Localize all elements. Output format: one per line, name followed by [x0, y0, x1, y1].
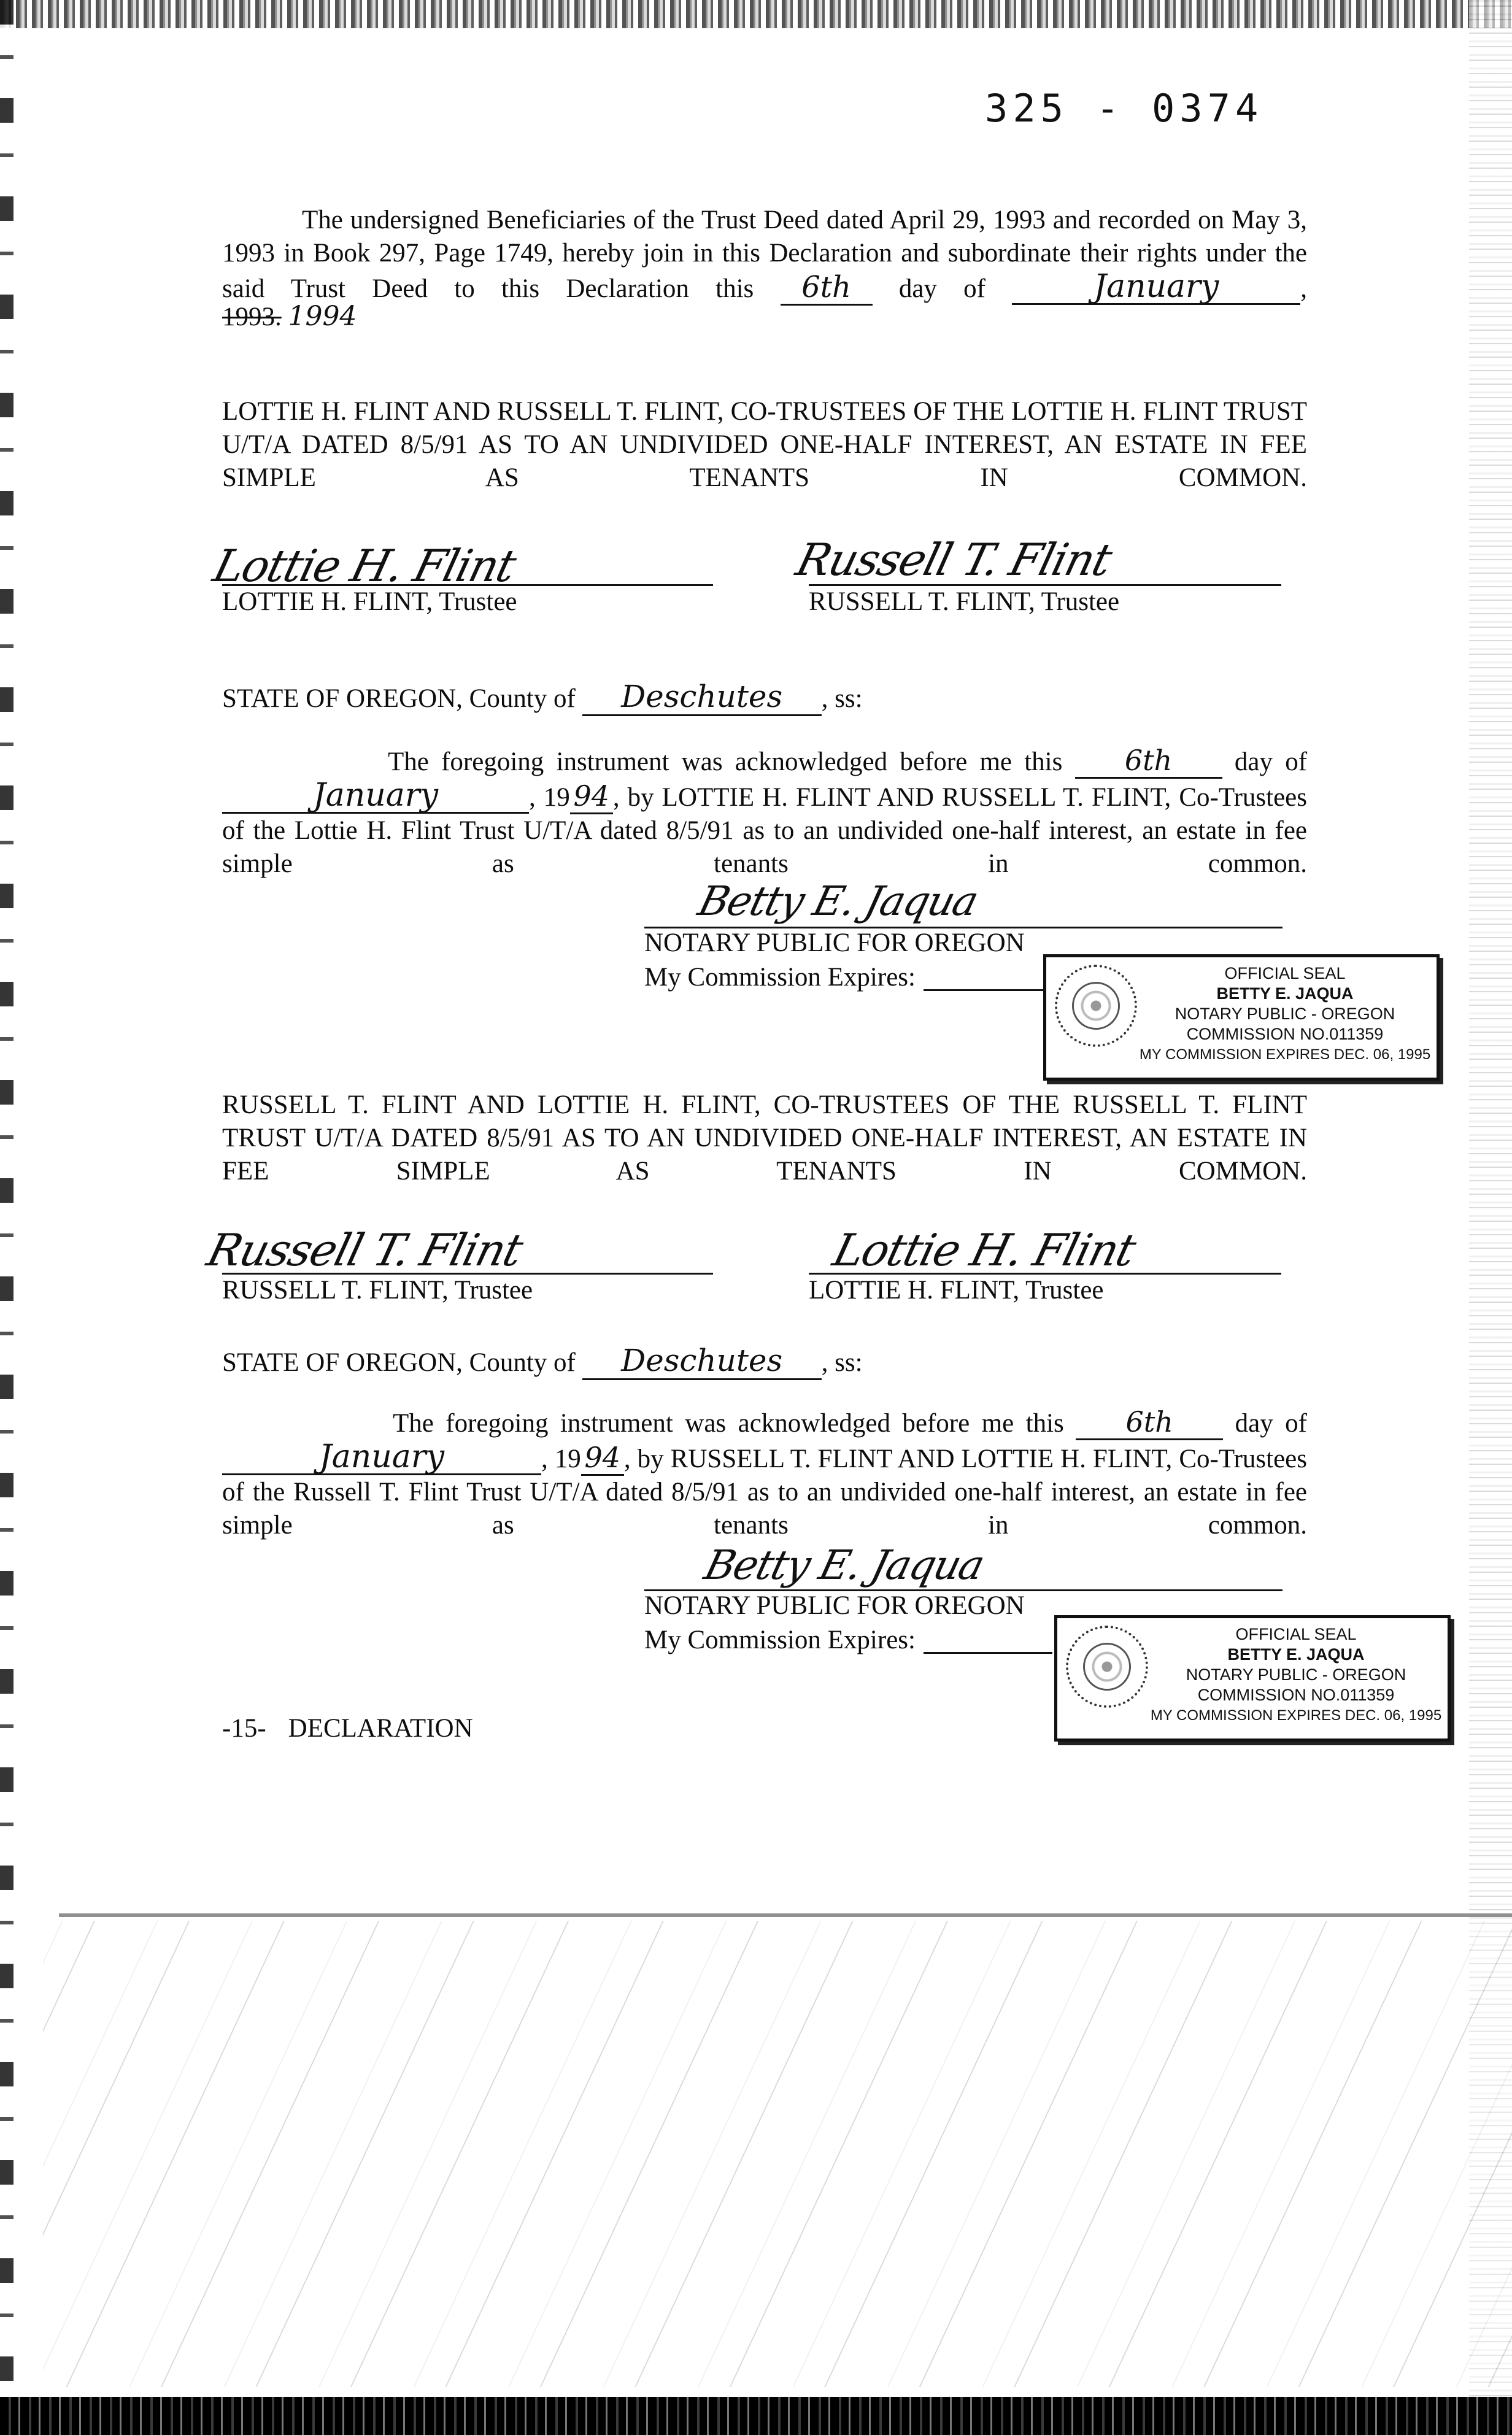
seal1-line2: BETTY E. JAQUA [1216, 984, 1354, 1003]
seal2-line4: COMMISSION NO.011359 [1197, 1686, 1395, 1704]
page-edge [59, 1913, 1512, 1917]
block1-commission-line [924, 989, 1046, 991]
block1-signature-right: Russell T. Flint [791, 534, 1117, 585]
scan-noise-bottom [0, 2397, 1512, 2435]
block1-state-line [222, 679, 863, 716]
block2-signature-left: Russell T. Flint [202, 1224, 528, 1276]
seal2-line3: NOTARY PUBLIC - OREGON [1186, 1665, 1406, 1684]
block1-county-fill: Deschutes [582, 679, 822, 716]
block2-ack-text: The foregoing instrument was acknowledged before me this [393, 1409, 1064, 1438]
scan-noise-lower [43, 1921, 1512, 2387]
block2-county-fill: Deschutes [582, 1343, 822, 1380]
intro-day-fill: 6th [781, 271, 873, 306]
seal2-line1: OFFICIAL SEAL [1235, 1625, 1357, 1643]
seal2-line5: MY COMMISSION EXPIRES DEC. 06, 1995 [1150, 1707, 1442, 1724]
block2-ack-month: January [222, 1440, 541, 1475]
block2-ack-year: 94 [581, 1441, 624, 1476]
block2-state-line [222, 1343, 863, 1380]
page-number: -15- [222, 1714, 266, 1743]
official-seal-1 [1043, 954, 1440, 1081]
footer-label: DECLARATION [288, 1714, 473, 1743]
block1-ack-dayof: day of [1234, 747, 1308, 776]
seal2-line2: BETTY E. JAQUA [1227, 1645, 1365, 1664]
block2-commission-line [924, 1652, 1052, 1654]
page-footer [222, 1713, 473, 1743]
seal-text-1 [1138, 963, 1432, 1065]
block2-heading: RUSSELL T. FLINT AND LOTTIE H. FLINT, CO-TRUSTEES OF THE RUSSELL T. FLINT TRUST U/T/A DATED 8/5/91 AS TO AN UNDIVIDED ONE-HALF INTEREST, AN ESTATE IN FEE SIMPLE AS TENANTS IN COMMON. [222, 1090, 1307, 1186]
block1-ss: , ss: [821, 684, 863, 713]
seal1-line4: COMMISSION NO.011359 [1186, 1025, 1384, 1043]
block2-ack-day: 6th [1076, 1405, 1223, 1440]
intro-text: The undersigned Beneficiaries of the Trust Deed dated April 29, 1993 and recorded on May 3, 1993 in Book 297, Page 1749, hereby join in this Declaration and subordinate their rights under the said Trust Deed to this Declaration this [222, 206, 1307, 303]
block1-commission-label: My Commission Expires: [644, 963, 916, 992]
intro-paragraph [222, 204, 1307, 339]
seal1-line3: NOTARY PUBLIC - OREGON [1174, 1005, 1395, 1023]
block2-ss: , ss: [821, 1348, 863, 1377]
block1-notary-signature: Betty E. Jaqua [693, 878, 982, 925]
block2-sigline-left [222, 1273, 713, 1275]
block2-ack-rest: , by RUSSELL T. FLINT AND LOTTIE H. FLINT, Co-Trustees of the Russell T. Flint Trust U/T/A dated 8/5/91 as to an undivided one-half interest, an estate in fee simple as tenants in common. [222, 1445, 1308, 1540]
block2-sig-label-left: RUSSELL T. FLINT, Trustee [222, 1276, 533, 1305]
block1-ack-day: 6th [1075, 744, 1222, 779]
block1-state-text: STATE OF OREGON, County of [222, 684, 576, 713]
scan-noise-top [0, 0, 1512, 28]
seal-emblem-2 [1066, 1626, 1148, 1708]
intro-year-struck: 1993. [222, 303, 282, 331]
seal1-line1: OFFICIAL SEAL [1224, 964, 1346, 982]
block1-ack-text: The foregoing instrument was acknowledged before me this [388, 747, 1063, 776]
seal-emblem-1 [1055, 965, 1137, 1047]
block1-sigline-right [809, 584, 1281, 586]
block1-heading: LOTTIE H. FLINT AND RUSSELL T. FLINT, CO-TRUSTEES OF THE LOTTIE H. FLINT TRUST U/T/A DATED 8/5/91 AS TO AN UNDIVIDED ONE-HALF INTEREST, AN ESTATE IN FEE SIMPLE AS TENANTS IN COMMON. [222, 397, 1307, 492]
block1-notary-label: NOTARY PUBLIC FOR OREGON [644, 928, 1025, 957]
block1-ack-year-prefix: , 19 [529, 783, 570, 812]
official-seal-2 [1054, 1615, 1451, 1742]
intro-year-hand: 1994 [288, 301, 357, 332]
block2-state-text: STATE OF OREGON, County of [222, 1348, 576, 1377]
scan-noise-left [0, 0, 14, 2435]
block1-ack-month: January [222, 779, 529, 814]
block2-notary-label: NOTARY PUBLIC FOR OREGON [644, 1591, 1025, 1620]
block2-sig-label-right: LOTTIE H. FLINT, Trustee [809, 1276, 1104, 1305]
block2-ack-dayof: day of [1235, 1409, 1308, 1438]
document-number: 325 - 0374 [985, 86, 1263, 131]
intro-day-of: day of [898, 274, 986, 303]
block1-sig-label-left: LOTTIE H. FLINT, Trustee [222, 587, 517, 616]
block1-ack-rest: , by LOTTIE H. FLINT AND RUSSELL T. FLINT, Co-Trustees of the Lottie H. Flint Trust U/T/A dated 8/5/91 as to an undivided one-half interest, an estate in fee simple as tenants in common. [222, 783, 1308, 878]
block1-sig-label-right: RUSSELL T. FLINT, Trustee [809, 587, 1120, 616]
block1-signature-left: Lottie H. Flint [208, 540, 520, 592]
intro-year-line [222, 301, 357, 332]
block2-commission-label: My Commission Expires: [644, 1626, 916, 1654]
block2-ack-year-prefix: , 19 [541, 1445, 581, 1473]
block2-sigline-right [809, 1273, 1281, 1275]
seal-text-2 [1149, 1624, 1443, 1726]
intro-month-fill: January [1012, 270, 1300, 305]
block2-signature-right: Lottie H. Flint [828, 1224, 1140, 1276]
block2-notary-signature: Betty E. Jaqua [700, 1542, 989, 1589]
block1-ack-year: 94 [570, 779, 613, 814]
block1-sigline-left [222, 584, 713, 586]
intro-comma: , [1300, 274, 1308, 303]
seal1-line5: MY COMMISSION EXPIRES DEC. 06, 1995 [1139, 1046, 1431, 1063]
